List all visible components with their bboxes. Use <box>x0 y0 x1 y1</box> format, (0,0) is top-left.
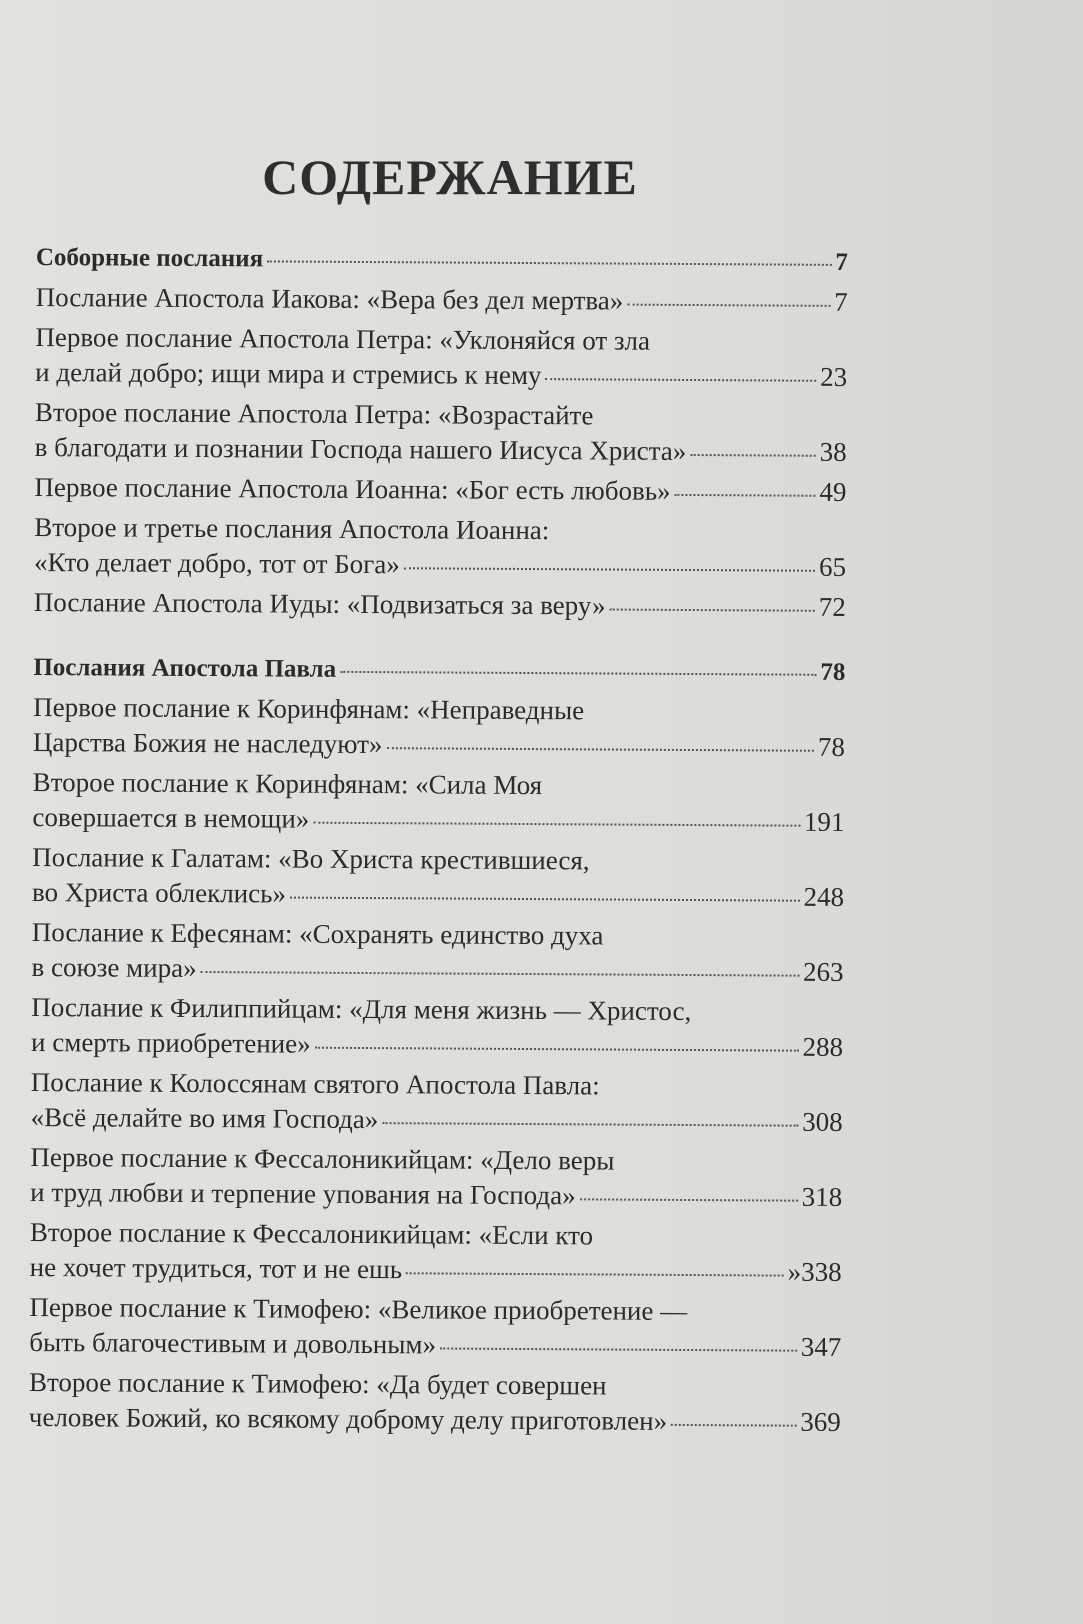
entry-title-text: в союзе мира» <box>31 951 197 983</box>
page-number: 23 <box>820 361 848 392</box>
toc-entry <box>31 1065 843 1140</box>
dot-leader <box>406 1271 784 1276</box>
dot-leader <box>201 970 799 977</box>
page-number: 191 <box>803 806 845 837</box>
toc-entry <box>30 1215 842 1290</box>
page-number: 308 <box>802 1106 843 1137</box>
dot-leader <box>440 1346 797 1351</box>
entry-title-text: Царства Божия не наследуют» <box>32 726 383 760</box>
entry-title-text: «Кто делает добро, тот от Бога» <box>33 546 400 580</box>
entry-last-line <box>30 1250 842 1290</box>
toc-section <box>34 240 848 625</box>
section-heading-text: Послания Апостола Павла <box>33 653 337 683</box>
entry-last-line <box>34 470 846 510</box>
page-number: 78 <box>817 731 846 762</box>
entry-title-text: быть благочестивым и довольным» <box>29 1326 437 1360</box>
entry-title-line: Первое послание к Коринфянам: «Неправедные <box>33 691 585 726</box>
dot-leader <box>340 670 816 676</box>
toc-entry <box>35 395 847 470</box>
entry-title-text: в благодати и познании Господа нашего Иисуса Христа» <box>34 431 687 466</box>
page-number: 78 <box>820 658 846 686</box>
entry-title-text: и делай добро; ищи мира и стремись к нему <box>35 356 542 391</box>
page-number: 72 <box>818 591 846 622</box>
dot-leader <box>404 566 815 572</box>
dot-leader <box>675 493 816 497</box>
page-number: 347 <box>800 1331 842 1362</box>
entry-last-line <box>36 280 848 320</box>
entry-title-line: Первое послание к Тимофею: «Великое приобретение — <box>29 1291 688 1326</box>
page-number: 49 <box>819 476 847 507</box>
toc-entry <box>31 990 843 1065</box>
toc-entry <box>34 470 846 510</box>
section-heading <box>36 240 848 280</box>
dot-leader <box>580 1197 798 1201</box>
entry-last-line <box>31 1100 843 1140</box>
toc-entry <box>35 320 847 395</box>
entry-title-line: Второе послание к Тимофею: «Да будет совершен <box>28 1366 607 1401</box>
entry-last-line <box>29 1325 841 1365</box>
dot-leader <box>609 608 814 612</box>
entry-title-line: Второе и третье послания Апостола Иоанна: <box>34 511 550 546</box>
page-title: СОДЕРЖАНИЕ <box>262 149 638 205</box>
toc-entry <box>32 840 844 915</box>
entry-title-line: Второе послание к Коринфянам: «Сила Моя <box>32 766 543 801</box>
entry-title-text: Первое послание Апостола Иоанна: «Бог есть любовь» <box>34 471 671 506</box>
page-number: 318 <box>801 1181 843 1212</box>
entry-title-text: человек Божий, ко всякому доброму делу приготовлен» <box>28 1401 668 1436</box>
entry-title-line: Первое послание Апостола Петра: «Уклоняйся от зла <box>35 321 651 356</box>
entry-last-line <box>32 800 844 840</box>
entry-title-line: Первое послание к Фессалоникийцам: «Дело веры <box>30 1141 615 1176</box>
entry-title-text: Послание Апостола Иуды: «Подвизаться за веру» <box>33 586 606 621</box>
toc-entry <box>29 1365 841 1440</box>
entry-title-text: Послание Апостола Иакова: «Вера без дел мертва» <box>35 281 624 316</box>
entry-last-line <box>35 355 847 395</box>
toc-entry <box>36 280 848 320</box>
entry-title-text: совершается в немощи» <box>32 801 310 834</box>
dot-leader <box>315 1046 799 1052</box>
dot-leader <box>671 1423 796 1427</box>
entry-title-text: не хочет трудиться, тот и не ешь <box>29 1251 403 1285</box>
toc-entry <box>31 915 843 990</box>
entry-last-line <box>33 725 845 765</box>
entry-last-line <box>34 585 846 625</box>
table-of-contents <box>29 240 848 1445</box>
entry-title-text: и труд любви и терпение упования на Господа» <box>30 1176 576 1211</box>
entry-title-line: Послание к Ефесянам: «Сохранять единство духа <box>31 916 604 951</box>
page-number: 288 <box>802 1031 844 1062</box>
section-heading-text: Соборные послания <box>35 243 264 273</box>
entry-last-line <box>31 1025 843 1065</box>
dot-leader <box>627 303 830 307</box>
page-number: 38 <box>819 436 847 467</box>
entry-last-line <box>31 950 843 990</box>
dot-leader <box>290 896 800 902</box>
entry-title-line: Второе послание к Фессалоникийцам: «Если кто <box>29 1216 594 1251</box>
entry-last-line <box>34 545 846 585</box>
toc-entry <box>34 510 846 585</box>
toc-section <box>29 650 846 1440</box>
toc-entry <box>32 765 844 840</box>
page-number: 263 <box>802 956 844 987</box>
entry-last-line <box>32 875 844 915</box>
toc-entry <box>30 1140 842 1215</box>
page-number: »338 <box>787 1256 842 1287</box>
entry-title-text: «Всё делайте во имя Господа» <box>30 1101 379 1135</box>
entry-last-line <box>30 1175 842 1215</box>
dot-leader <box>382 1121 798 1127</box>
entry-title-line: Послание к Колоссянам святого Апостола Павла: <box>30 1066 600 1101</box>
dot-leader <box>545 377 816 382</box>
page-number: 7 <box>834 286 848 317</box>
page-number: 7 <box>835 248 848 276</box>
page-number: 248 <box>803 881 845 912</box>
page-number: 369 <box>800 1406 841 1437</box>
entry-title-text: во Христа облеклись» <box>31 876 287 909</box>
toc-entry <box>29 1290 841 1365</box>
section-heading <box>33 650 845 690</box>
toc-entry <box>33 690 845 765</box>
entry-last-line <box>35 430 847 470</box>
dot-leader <box>313 821 800 827</box>
dot-leader <box>267 259 831 265</box>
page-number: 65 <box>818 551 847 582</box>
entry-title-line: Послание к Филиппийцам: «Для меня жизнь — Христос, <box>31 991 692 1027</box>
entry-title-line: Послание к Галатам: «Во Христа крестившиеся, <box>32 841 590 876</box>
entry-last-line <box>29 1400 841 1440</box>
entry-title-line: Второе послание Апостола Петра: «Возрастайте <box>34 396 594 431</box>
dot-leader <box>386 746 813 752</box>
dot-leader <box>690 453 815 457</box>
entry-title-text: и смерть приобретение» <box>31 1026 311 1059</box>
toc-entry <box>34 585 846 625</box>
